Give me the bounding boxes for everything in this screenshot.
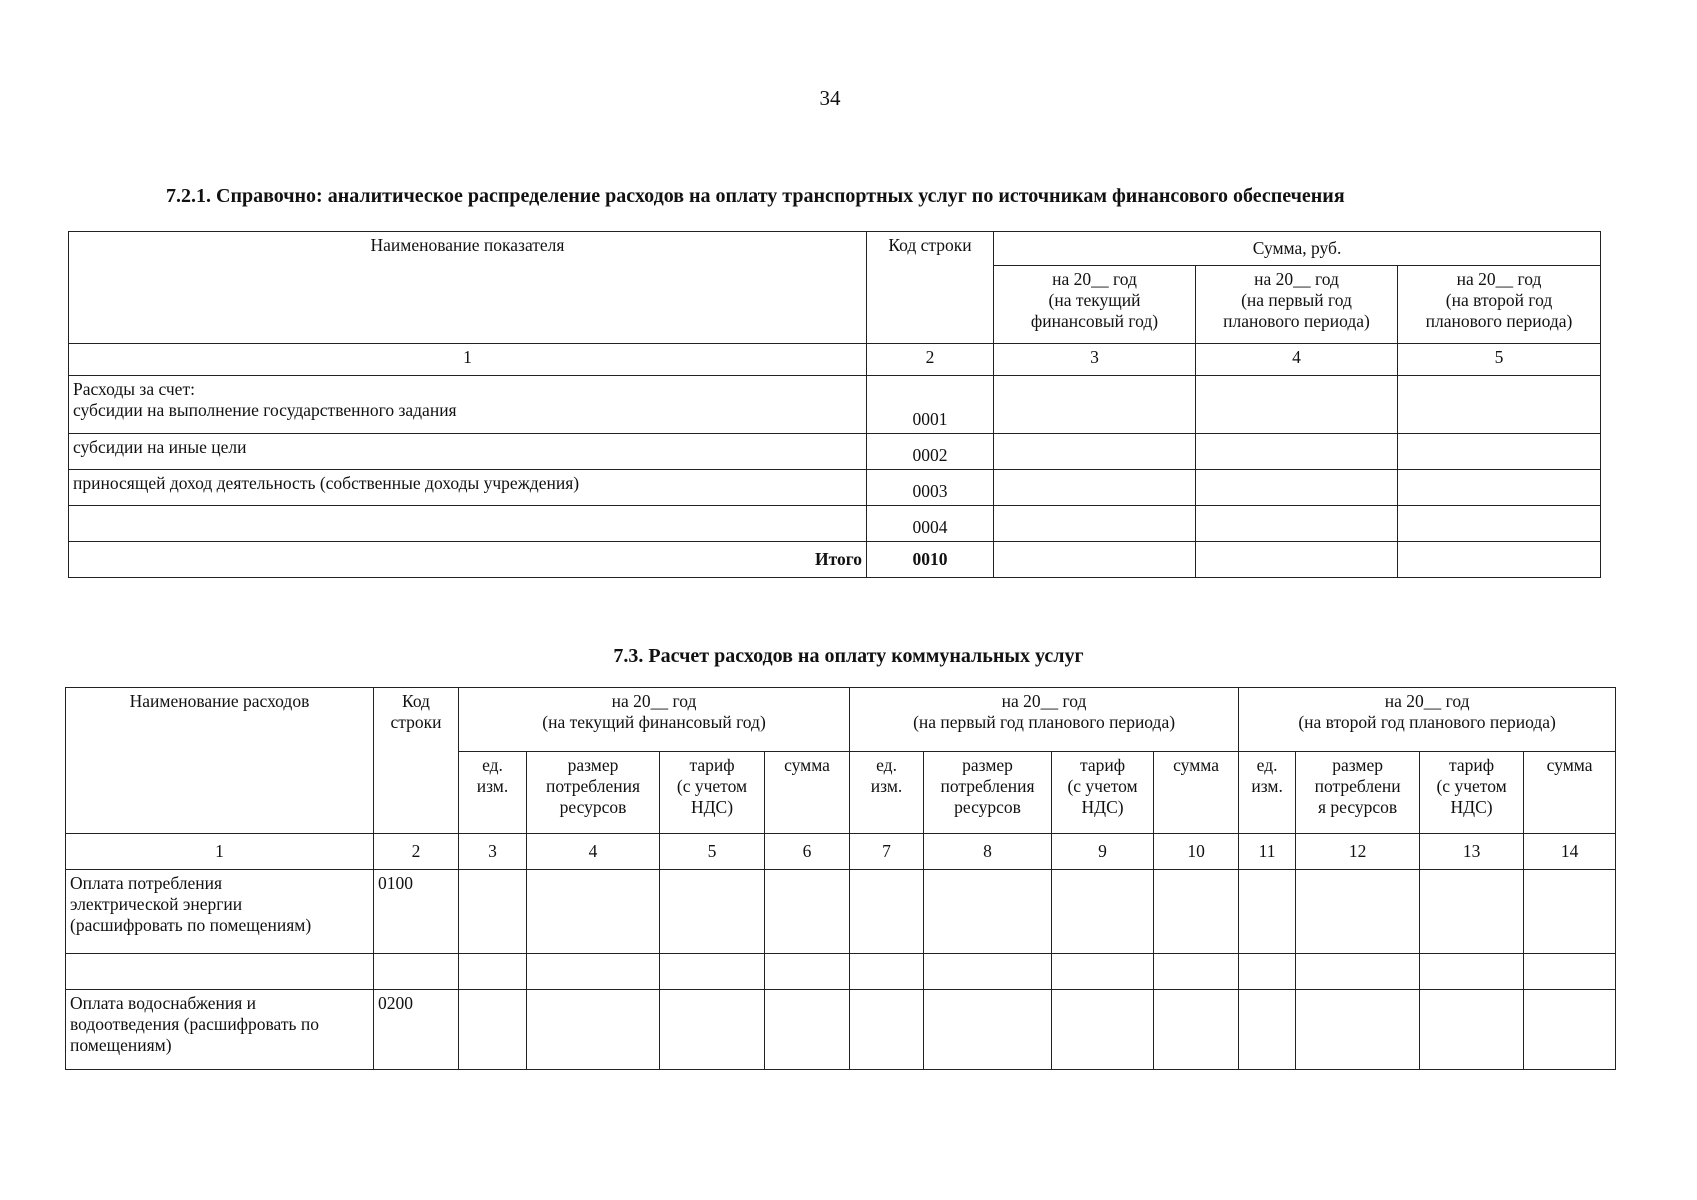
header-sum: сумма (1524, 752, 1616, 834)
header-expense-name: Наименование расходов (66, 688, 374, 834)
col-number: 7 (850, 834, 924, 870)
value-cell (994, 376, 1196, 434)
header-tariff: тариф (с учетом НДС) (660, 752, 765, 834)
row-name: Оплата потребления электрической энергии (расшифровать по помещениям) (66, 870, 374, 954)
header-consumption: размер потребления ресурсов (924, 752, 1052, 834)
header-sum: сумма (1154, 752, 1239, 834)
header-year-first-plan: на 20__ год (на первый год планового периода) (850, 688, 1239, 752)
col-number: 2 (867, 344, 994, 376)
table-row (69, 376, 1601, 434)
col-number: 13 (1420, 834, 1524, 870)
row-name: приносящей доход деятельность (собственные доходы учреждения) (69, 470, 867, 506)
table-row (66, 870, 1616, 954)
utility-expenses-table (65, 687, 1616, 1070)
section-title-transport: 7.2.1. Справочно: аналитическое распределение расходов на оплату транспортных услуг по источникам финансового обеспечения (166, 185, 1345, 207)
col-number: 14 (1524, 834, 1616, 870)
row-name (66, 954, 374, 990)
col-number: 2 (374, 834, 459, 870)
col-number: 3 (459, 834, 527, 870)
col-number: 6 (765, 834, 850, 870)
value-cell (1398, 376, 1601, 434)
table-row (66, 954, 1616, 990)
col-number: 4 (527, 834, 660, 870)
total-label: Итого (69, 542, 867, 578)
value-cell (1196, 376, 1398, 434)
row-code: 0100 (374, 870, 459, 954)
value-cell (1398, 542, 1601, 578)
total-row (69, 542, 1601, 578)
row-code: 0200 (374, 990, 459, 1070)
col-number: 12 (1296, 834, 1420, 870)
header-year-second-plan: на 20__ год (на второй год планового периода) (1398, 266, 1601, 344)
value-cell (994, 506, 1196, 542)
col-number: 1 (69, 344, 867, 376)
row-name: Расходы за счет: субсидии на выполнение государственного задания (69, 376, 867, 434)
column-number-row (66, 834, 1616, 870)
total-code: 0010 (867, 542, 994, 578)
header-consumption: размер потреблени я ресурсов (1296, 752, 1420, 834)
header-unit: ед. изм. (850, 752, 924, 834)
row-name (69, 506, 867, 542)
table-row (69, 470, 1601, 506)
header-row-code: Код строки (374, 688, 459, 834)
header-indicator-name: Наименование показателя (69, 232, 867, 344)
header-tariff: тариф (с учетом НДС) (1420, 752, 1524, 834)
value-cell (1196, 506, 1398, 542)
col-number: 1 (66, 834, 374, 870)
table-row (69, 434, 1601, 470)
header-year-current: на 20__ год (на текущий финансовый год) (994, 266, 1196, 344)
value-cell (994, 542, 1196, 578)
row-code: 0002 (867, 434, 994, 470)
col-number: 3 (994, 344, 1196, 376)
header-unit: ед. изм. (459, 752, 527, 834)
row-code (374, 954, 459, 990)
header-sum: Сумма, руб. (994, 232, 1601, 266)
row-name: Оплата водоснабжения и водоотведения (расшифровать по помещениям) (66, 990, 374, 1070)
col-number: 4 (1196, 344, 1398, 376)
col-number: 11 (1239, 834, 1296, 870)
header-year-first-plan: на 20__ год (на первый год планового периода) (1196, 266, 1398, 344)
column-number-row (69, 344, 1601, 376)
row-name: субсидии на иные цели (69, 434, 867, 470)
value-cell (1398, 434, 1601, 470)
value-cell (994, 434, 1196, 470)
header-consumption: размер потребления ресурсов (527, 752, 660, 834)
col-number: 10 (1154, 834, 1239, 870)
transport-expenses-table (68, 231, 1601, 578)
col-number: 8 (924, 834, 1052, 870)
row-code: 0004 (867, 506, 994, 542)
header-year-current: на 20__ год (на текущий финансовый год) (459, 688, 850, 752)
value-cell (1398, 470, 1601, 506)
header-unit: ед. изм. (1239, 752, 1296, 834)
header-year-second-plan: на 20__ год (на второй год планового периода) (1239, 688, 1616, 752)
value-cell (994, 470, 1196, 506)
header-tariff: тариф (с учетом НДС) (1052, 752, 1154, 834)
header-row-code: Код строки (867, 232, 994, 344)
row-code: 0003 (867, 470, 994, 506)
col-number: 5 (660, 834, 765, 870)
value-cell (1398, 506, 1601, 542)
table-row (69, 506, 1601, 542)
section-title-utilities: 7.3. Расчет расходов на оплату коммунальных услуг (613, 645, 1084, 667)
page-number: 34 (819, 86, 841, 110)
value-cell (1196, 542, 1398, 578)
value-cell (1196, 434, 1398, 470)
col-number: 9 (1052, 834, 1154, 870)
table-row (66, 990, 1616, 1070)
row-code: 0001 (867, 376, 994, 434)
col-number: 5 (1398, 344, 1601, 376)
value-cell (1196, 470, 1398, 506)
header-sum: сумма (765, 752, 850, 834)
